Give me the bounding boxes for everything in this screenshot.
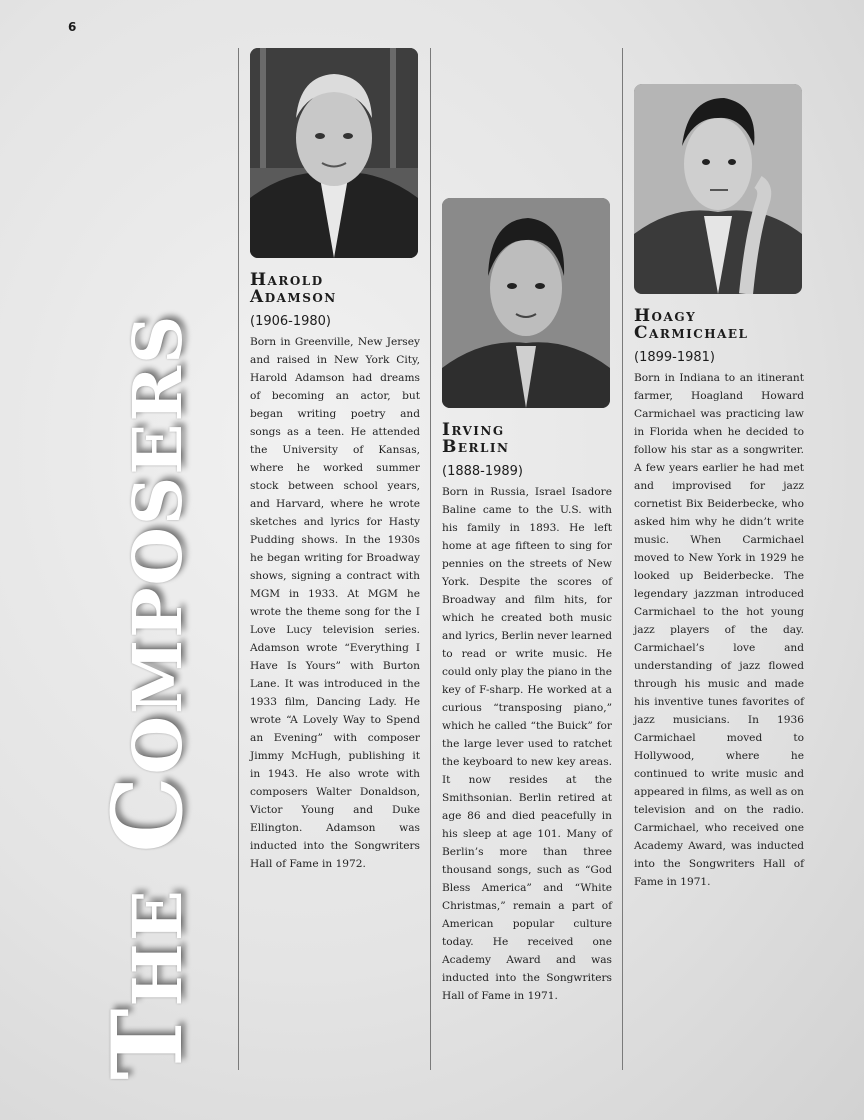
portrait-photo <box>634 84 802 294</box>
composer-adamson <box>250 48 420 873</box>
page-title: The Composers <box>91 313 204 1080</box>
composer-bio: Born in Greenville, New Jersey and raised in New York City, Harold Adamson had dreams of becoming an actor, but began writing poetry and songs as a teen. He attended the University of Kansas, where he worked summer stock between school years, and Harvard, where he wrote sketches and lyrics for Hasty Pudding shows. In the 1930s he began writing for Broadway shows, signing a contract with MGM in 1933. At MGM he wrote the theme song for the I Love Lucy television series. Adamson wrote “Everything I Have Is Yours” with Burton Lane. It was introduced in the 1933 film, Dancing Lady. He wrote “A Lovely Way to Spend an Evening” with composer Jimmy McHugh, publishing it in 1943. He also wrote with composers Walter Donaldson, Victor Young and Duke Ellington. Adamson was inducted into the Songwriters Hall of Fame in 1972. <box>250 336 420 870</box>
portrait-photo <box>250 48 418 258</box>
composer-name: Irving Berlin <box>442 420 510 457</box>
composer-bio: Born in Russia, Israel Isadore Baline came to the U.S. with his family in 1893. He left home at age fifteen to sing for pennies on the streets of New York. Despite the scores of Broadway and film hits, for which he created both music and lyrics, Berlin never learned to read or write music. He could only play the piano in the key of F-sharp. He worked at a curious “transposing piano,” which he called “the Buick” for the large lever used to ratchet the keyboard to new key areas. It now resides at the Smithsonian. Berlin retired at age 86 and died peacefully in his sleep at age 101. Many of Berlin’s more than three thousand songs, such as “God Bless America” and “White Christmas,” remain a part of American popular culture today. He received one Academy Award and was inducted into the Songwriters Hall of Fame in 1971. <box>442 486 612 1002</box>
column-divider <box>622 48 623 1070</box>
portrait-photo <box>442 198 610 408</box>
composer-bio: Born in Indiana to an itinerant farmer, Hoagland Howard Carmichael was practicing law in Florida when he decided to follow his star as a songwriter. A few years earlier he had met and improvised for jazz cornetist Bix Beiderbecke, who asked him why he didn’t write music. When Carmichael moved to New York in 1929 he looked up Beiderbecke. The legendary jazzman introduced Carmichael to the hot young jazz players of the day. Carmichael’s love and understanding of jazz flowed through his music and made his inventive tunes favorites of jazz musicians. In 1936 Carmichael moved to Hollywood, where he continued to write music and appeared in films, as well as on television and on the radio. Carmichael, who received one Academy Award, was inducted into the Songwriters Hall of Fame in 1971. <box>634 372 804 888</box>
composer-carmichael <box>634 84 804 891</box>
composer-years: (1888-1989) <box>442 464 524 479</box>
composer-years: (1899-1981) <box>634 350 716 365</box>
column-divider <box>238 48 239 1070</box>
composer-name: Harold Adamson <box>250 270 337 307</box>
column-divider <box>430 48 431 1070</box>
composer-berlin <box>442 198 612 1005</box>
composer-years: (1906-1980) <box>250 314 332 329</box>
page-number: 6 <box>68 20 77 34</box>
composer-name: Hoagy Carmichael <box>634 306 749 343</box>
